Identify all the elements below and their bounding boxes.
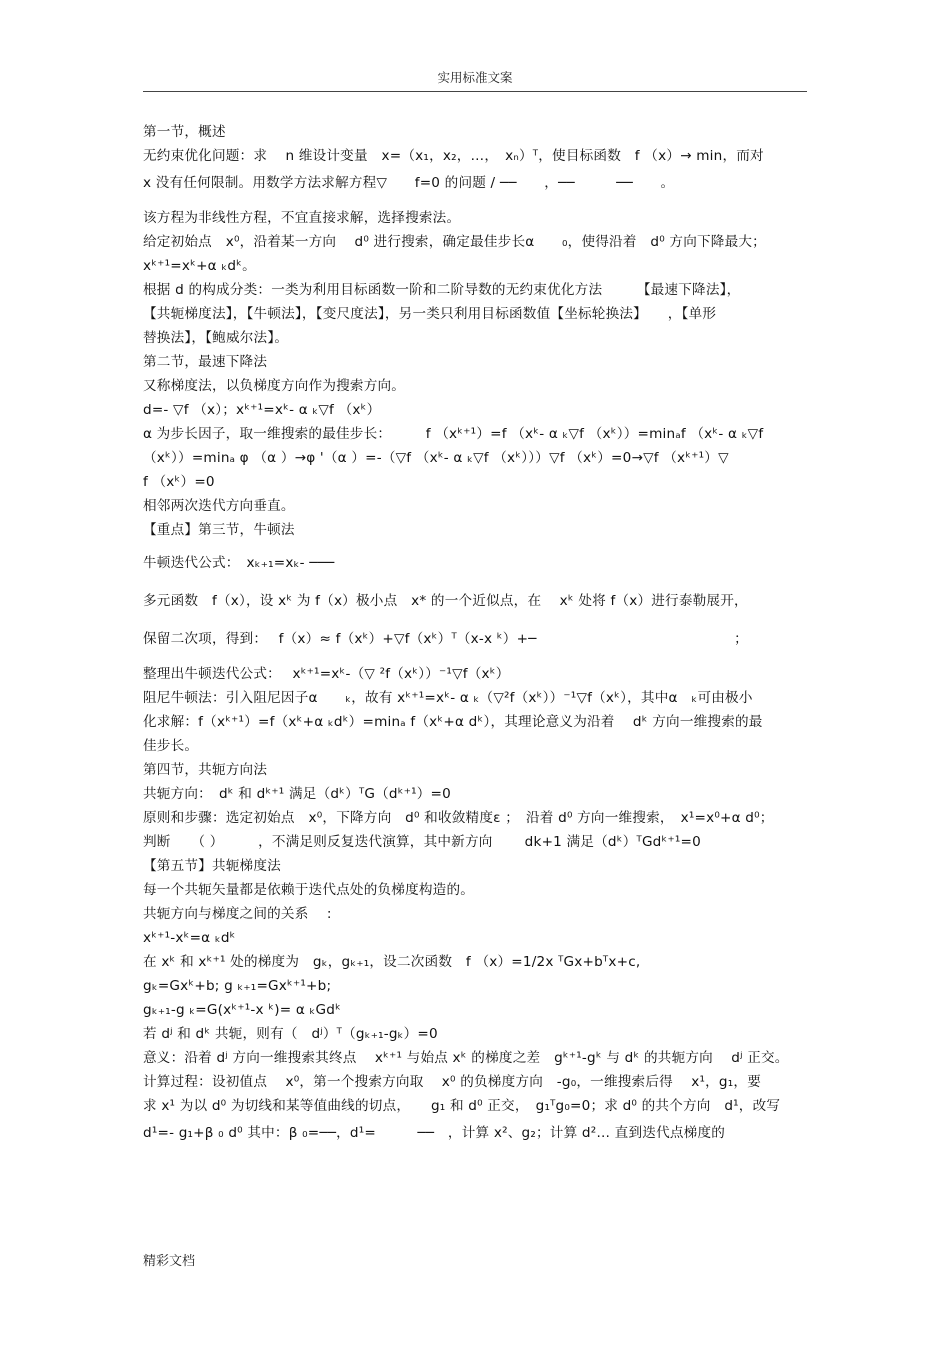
text-line: 第二节，最速下降法 — [143, 354, 268, 370]
text-line: 计算过程：设初值点 x⁰，第一个搜索方向取 x⁰ 的负梯度方向 -g₀，一维搜索后得 x¹，g₁，要 — [143, 1074, 761, 1090]
text-line: 又称梯度法，以负梯度方向作为搜索方向。 — [143, 378, 406, 394]
page-footer: 精彩文档 — [143, 1254, 196, 1269]
text-line: d¹=- g₁+β ₀ d⁰ 其中：β ₀=──，d¹= ── ，计算 x²、g₂；计算 d²… 直到迭代点梯度的 — [143, 1125, 726, 1141]
text-line: 保留二次项，得到： f（x）≈ f（xᵏ）+▽f（xᵏ）ᵀ（x-x ᵏ）+─ ； — [143, 631, 748, 647]
text-line: 若 dʲ 和 dᵏ 共轭，则有（ dʲ）ᵀ（gₖ₊₁-gₖ）=0 — [143, 1026, 438, 1042]
text-line: 替换法】，【鲍威尔法】。 — [143, 330, 289, 346]
text-line: 求 x¹ 为以 d⁰ 为切线和某等值曲线的切点， g₁ 和 d⁰ 正交， g₁ᵀg₀=0；求 d⁰ 的共个方向 d¹，改写 — [143, 1098, 781, 1114]
text-line: （xᵏ））=minₐ φ （α ）→φ '（α ）=-（▽f （xᵏ- α ₖ▽f （xᵏ）））▽f （xᵏ）=0→▽f （xᵏ⁺¹）▽ — [143, 450, 729, 466]
text-line: 牛顿迭代公式： xₖ₊₁=xₖ- ─── — [143, 555, 335, 571]
text-line: 多元函数 f（x），设 xᵏ 为 f（x）极小点 x* 的一个近似点，在 xᵏ 处将 f（x）进行泰勒展开， — [143, 593, 748, 609]
header-divider — [143, 91, 807, 92]
text-line: gₖ₊₁-g ₖ=G(xᵏ⁺¹-x ᵏ)= α ₖGdᵏ — [143, 1002, 342, 1018]
text-line: 共轭方向与梯度之间的关系 : — [143, 906, 332, 922]
text-line: 佳步长。 — [143, 738, 199, 754]
text-line: 共轭方向： dᵏ 和 dᵏ⁺¹ 满足（dᵏ）ᵀG（dᵏ⁺¹）=0 — [143, 786, 452, 802]
text-line: 阻尼牛顿法：引入阻尼因子α ₖ，故有 xᵏ⁺¹=xᵏ- α ₖ（▽²f（xᵏ））⁻¹▽f（xᵏ），其中α ₖ可由极小 — [143, 690, 753, 706]
text-line: 在 xᵏ 和 xᵏ⁺¹ 处的梯度为 gₖ，gₖ₊₁，设二次函数 f （x）=1/2x ᵀGx+bᵀx+c, — [143, 954, 641, 970]
text-line: xᵏ⁺¹-xᵏ=α ₖdᵏ — [143, 930, 236, 946]
text-line: 判断 （ ） ，不满足则反复迭代演算，其中新方向 dk+1 满足（dᵏ）ᵀGdᵏ⁺¹=0 — [143, 834, 701, 850]
text-line: x 没有任何限制。用数学方法求解方程▽ f=0 的问题 / ── ，── ── 。 — [143, 175, 675, 191]
text-line: 相邻两次迭代方向垂直。 — [143, 498, 295, 514]
text-line: 根据 d 的构成分类：一类为利用目标函数一阶和二阶导数的无约束优化方法 【最速下降法】， — [143, 282, 741, 298]
text-line: 该方程为非线性方程，不宜直接求解，选择搜索法。 — [143, 210, 461, 226]
text-line: gₖ=Gxᵏ+b; g ₖ₊₁=Gxᵏ⁺¹+b; — [143, 978, 332, 994]
text-line: 每一个共轭矢量都是依赖于迭代点处的负梯度构造的。 — [143, 882, 475, 898]
text-line: 【第五节】共轭梯度法 — [143, 858, 281, 874]
text-line: 化求解：f（xᵏ⁺¹）=f（xᵏ+α ₖdᵏ）=minₐ f（xᵏ+α dᵏ），其理论意义为沿着 dᵏ 方向一维搜索的最 — [143, 714, 763, 730]
text-line: 第一节，概述 — [143, 124, 226, 140]
text-line: 意义：沿着 dʲ 方向一维搜索其终点 xᵏ⁺¹ 与始点 xᵏ 的梯度之差 gᵏ⁺¹-gᵏ 与 dᵏ 的共轭方向 dʲ 正交。 — [143, 1050, 789, 1066]
text-line: f （xᵏ）=0 — [143, 474, 215, 490]
text-line: 整理出牛顿迭代公式： xᵏ⁺¹=xᵏ-（▽ ²f（xᵏ））⁻¹▽f（xᵏ） — [143, 666, 510, 682]
text-line: xᵏ⁺¹=xᵏ+α ₖdᵏ。 — [143, 258, 256, 274]
text-line: 无约束优化问题：求 n 维设计变量 x=（x₁，x₂，…， xₙ）ᵀ，使目标函数 f （x）→ min，而对 — [143, 148, 764, 164]
text-line: α 为步长因子，取一维搜索的最佳步长： f （xᵏ⁺¹）=f （xᵏ- α ₖ▽f （xᵏ））=minₐf （xᵏ- α ₖ▽f — [143, 426, 764, 442]
text-line: 【共轭梯度法】，【牛顿法】，【变尺度法】，另一类只利用目标函数值【坐标轮换法】 ，【单形 — [143, 306, 717, 322]
text-line: d=- ▽f （x）；xᵏ⁺¹=xᵏ- α ₖ▽f （xᵏ） — [143, 402, 381, 418]
page-header: 实用标准文案 — [437, 70, 513, 85]
text-line: 原则和步骤：选定初始点 x⁰，下降方向 d⁰ 和收敛精度ε ； 沿着 d⁰ 方向一维搜索， x¹=x⁰+α d⁰； — [143, 810, 774, 826]
document-body — [143, 120, 807, 1156]
text-line: 【重点】第三节，牛顿法 — [143, 522, 295, 538]
text-line: 给定初始点 x⁰，沿着某一方向 d⁰ 进行搜索，确定最佳步长α ₀，使得沿着 d⁰ 方向下降最大； — [143, 234, 766, 250]
text-line: 第四节，共轭方向法 — [143, 762, 268, 778]
